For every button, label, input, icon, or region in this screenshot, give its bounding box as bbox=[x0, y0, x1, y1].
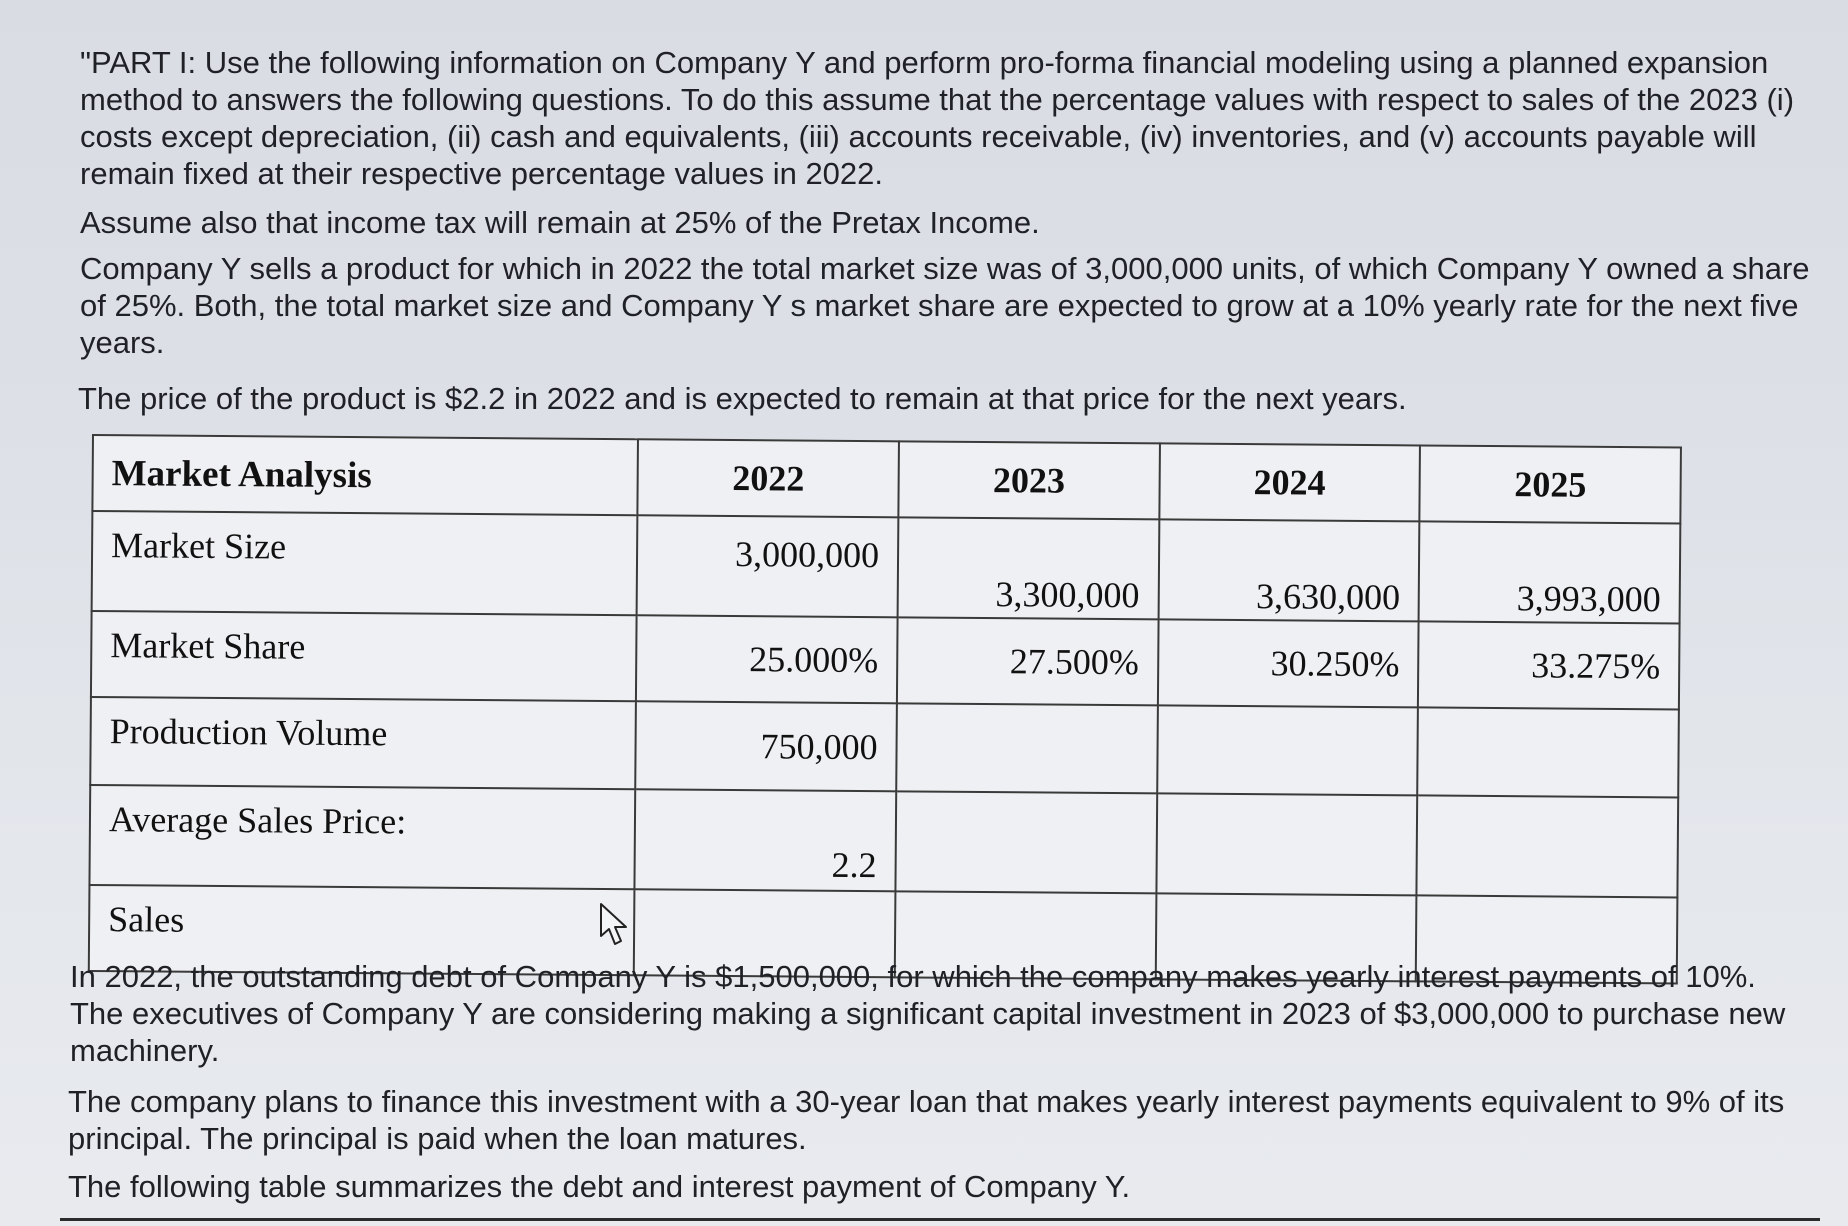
row-label: Production Volume bbox=[90, 697, 636, 789]
header-year-2023: 2023 bbox=[898, 441, 1159, 519]
table-cell: 3,993,000 bbox=[1419, 521, 1680, 623]
header-market-analysis: Market Analysis bbox=[92, 435, 638, 515]
row-label: Market Size bbox=[92, 511, 638, 615]
table-cell bbox=[1156, 793, 1417, 895]
row-label: Market Share bbox=[91, 611, 637, 701]
table-row-market-size bbox=[92, 511, 1681, 623]
table-cell: 750,000 bbox=[636, 701, 897, 791]
debt-description: In 2022, the outstanding debt of Company Y is $1,500,000, for which the company makes yearly interest payments of 10%. The executives of Company Y are considering making a significant capital investment in 2023 of $3,000,000 to purchase new machinery. bbox=[70, 959, 1786, 1068]
table-cell: 3,000,000 bbox=[637, 515, 898, 617]
table-row-average-sales-price bbox=[89, 785, 1678, 897]
part-one-instructions: "PART I: Use the following information on Company Y and perform pro-forma financial modeling using a planned expansion method to answers the following questions. To do this assume that the percentage values with respect to sales of the 2023 (i) costs except depreciation, (ii) cash and equivalents, (iii) accounts receivable, (iv) inventories, and (v) accounts payable will remain fixed at their respective percentage values in 2022. bbox=[80, 45, 1795, 191]
market-description: Company Y sells a product for which in 2022 the total market size was of 3,000,000 units, of which Company Y owned a share of 25%. Both, the total market size and Company Y s market share are expected to grow at a 10% yearly rate for the next five years. bbox=[80, 251, 1810, 360]
divider bbox=[60, 1218, 1820, 1221]
header-year-2022: 2022 bbox=[638, 439, 899, 517]
row-label: Average Sales Price: bbox=[89, 785, 635, 889]
table-cell bbox=[1417, 707, 1678, 797]
table-cell: 33.275% bbox=[1418, 621, 1679, 709]
table-cell bbox=[896, 703, 1157, 793]
table-header-row bbox=[92, 435, 1681, 523]
table-cell bbox=[895, 791, 1156, 893]
mouse-pointer-icon bbox=[598, 902, 634, 948]
table-cell bbox=[1157, 705, 1418, 795]
table-cell: 25.000% bbox=[636, 615, 897, 703]
header-year-2024: 2024 bbox=[1159, 443, 1420, 521]
loan-description: The company plans to finance this investment with a 30-year loan that makes yearly interest payments equivalent to 9% of its principal. The principal is paid when the loan matures. bbox=[68, 1084, 1785, 1156]
row-label: Sales bbox=[89, 885, 635, 975]
tax-assumption: Assume also that income tax will remain at 25% of the Pretax Income. bbox=[80, 205, 1040, 240]
table-row-production-volume bbox=[90, 697, 1679, 797]
table-cell: 3,300,000 bbox=[898, 517, 1159, 619]
price-description: The price of the product is $2.2 in 2022 and is expected to remain at that price for the next years. bbox=[78, 381, 1407, 416]
table-row-market-share bbox=[91, 611, 1680, 709]
table-cell bbox=[1417, 795, 1678, 897]
market-analysis-table bbox=[88, 434, 1682, 984]
table-summary-intro: The following table summarizes the debt and interest payment of Company Y. bbox=[68, 1169, 1131, 1204]
table-cell: 30.250% bbox=[1158, 619, 1419, 707]
table-cell: 2.2 bbox=[635, 789, 896, 891]
header-year-2025: 2025 bbox=[1420, 445, 1681, 523]
table-cell: 27.500% bbox=[897, 617, 1158, 705]
table-cell: 3,630,000 bbox=[1158, 519, 1419, 621]
